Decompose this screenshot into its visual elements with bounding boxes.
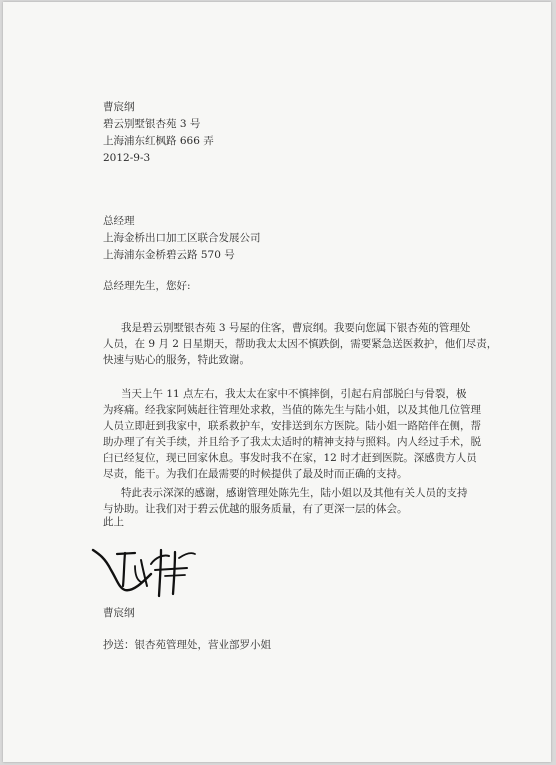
paragraph-1-line: 我是碧云别墅银杏苑 3 号屋的住客，曹宸纲。我要向您属下银杏苑的管理处 <box>121 322 471 334</box>
letter-page <box>3 2 551 762</box>
paragraph-3 <box>121 485 468 501</box>
paragraph-3-continued <box>103 501 408 517</box>
paragraph-2-line: 助办理了有关手续，并且给予了我太太适时的精神支持与照料。内人经过手术，脱 <box>103 436 481 448</box>
cc-line: 抄送：银杏苑管理处，营业部罗小姐 <box>103 639 271 651</box>
sender-name: 曹宸纲 <box>103 101 135 113</box>
signature-name: 曹宸纲 <box>103 607 135 619</box>
paragraph-3-line: 与协助。让我们对于碧云优越的服务质量，有了更深一层的体会。 <box>103 503 408 515</box>
paragraph-2-line: 人员立即赶到我家中，联系救护车，安排送到东方医院。陆小姐一路陪伴在侧，帮 <box>103 420 481 432</box>
paragraph-2-line: 臼已经复位，现已回家休息。事发时我不在家，12 时才赶到医院。深感贵方人员 <box>103 452 477 464</box>
paragraph-2-line: 尽责，能干。为我们在最需要的时候提供了最及时而正确的支持。 <box>103 468 408 480</box>
paragraph-1 <box>121 320 470 336</box>
sender-address-line2: 上海浦东红枫路 666 弄 <box>103 135 214 147</box>
closing: 此上 <box>103 516 124 528</box>
paragraph-2-continued <box>103 402 481 482</box>
paragraph-3-line: 特此表示深深的感谢，感谢管理处陈先生，陆小姐以及其他有关人员的支持 <box>121 487 468 499</box>
salutation: 总经理先生，您好: <box>103 280 191 292</box>
handwritten-signature <box>91 544 211 599</box>
paragraph-2 <box>121 386 467 402</box>
paragraph-1-line: 人员，在 9 月 2 日星期天，帮助我太太因不慎跌倒，需要紧急送医救护，他们尽责， <box>103 338 498 350</box>
sender-address-line1: 碧云别墅银杏苑 3 号 <box>103 118 201 130</box>
recipient-title: 总经理 <box>103 215 135 227</box>
paragraph-1-continued <box>103 336 497 368</box>
recipient-address: 上海浦东金桥碧云路 570 号 <box>103 249 235 261</box>
recipient-company: 上海金桥出口加工区联合发展公司 <box>103 232 261 244</box>
letter-date: 2012-9-3 <box>103 152 151 164</box>
paragraph-2-line: 当天上午 11 点左右，我太太在家中不慎摔倒，引起右肩部脱臼与骨裂，极 <box>121 388 467 400</box>
paragraph-2-line: 为疼痛。经我家阿姨赶往管理处求救，当值的陈先生与陆小姐，以及其他几位管理 <box>103 404 481 416</box>
paragraph-1-line: 快速与贴心的服务，特此致谢。 <box>103 354 250 366</box>
